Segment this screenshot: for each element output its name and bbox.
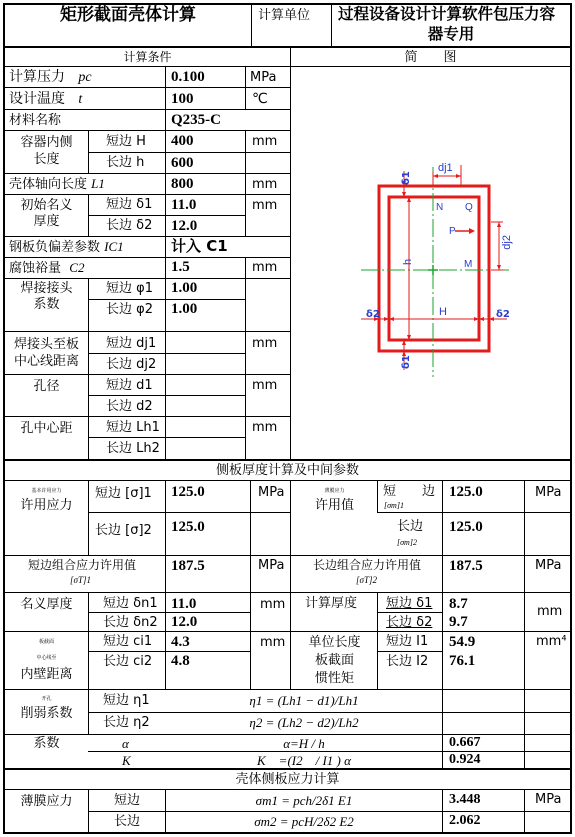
pressure-label: 计算压力 pc xyxy=(9,69,92,85)
film-short-label: 短 边 xyxy=(383,484,436,499)
divider xyxy=(3,416,290,417)
weld-label2: 系数 xyxy=(33,297,60,312)
divider xyxy=(377,480,378,512)
delta1-bottom-label: δ1 xyxy=(401,355,412,369)
divider xyxy=(165,66,166,459)
material-value: Q235-C xyxy=(171,112,221,128)
stress-short-value: 3.448 xyxy=(449,792,481,807)
hole-dia-long-label: 长边 d2 xyxy=(106,399,153,414)
divider xyxy=(245,257,246,459)
material-label: 材料名称 xyxy=(9,113,62,128)
temperature-unit: ℃ xyxy=(252,91,268,107)
divider xyxy=(88,651,250,652)
weaken-long-label: 长边 η2 xyxy=(103,715,150,730)
divider xyxy=(3,194,290,195)
nominal2-long-label: 长边 δn2 xyxy=(103,615,158,630)
hole-pitch-short-label: 短边 Lh1 xyxy=(106,420,160,435)
divider xyxy=(3,257,290,258)
divider xyxy=(88,437,245,438)
film-long-sub: [σm]2 xyxy=(397,538,417,547)
inertia-label1: 单位长度 xyxy=(308,635,361,650)
divider xyxy=(524,555,525,592)
divider xyxy=(251,3,252,47)
nominal2-long-value: 12.0 xyxy=(171,614,198,630)
allow-unit: MPa xyxy=(258,485,285,500)
calc-long-value: 9.7 xyxy=(449,614,468,630)
unit-label: 计算单位 xyxy=(258,8,311,23)
divider xyxy=(88,592,89,734)
k-formula: K =(I2 / I1 ) α xyxy=(257,753,351,768)
delta2-right-label: δ2 xyxy=(496,309,510,320)
divider xyxy=(88,512,290,513)
stress-unit: MPa xyxy=(535,792,562,807)
divider xyxy=(524,689,525,768)
divider xyxy=(245,66,246,109)
comb-long-label: 长边组合应力许用值 xyxy=(313,558,422,572)
divider xyxy=(3,768,572,770)
nominal2-short-value: 11.0 xyxy=(171,596,197,612)
hole-pitch-long-label: 长边 Lh2 xyxy=(106,441,160,456)
film-long-value: 125.0 xyxy=(449,519,483,535)
dj1-label: dj1 xyxy=(438,162,453,174)
stress-long-label: 长边 xyxy=(113,814,140,829)
stress-long-formula: σm2 = pcH/2δ2 E2 xyxy=(254,814,354,829)
neg-dev-value: 计入 C1 xyxy=(171,237,228,255)
inertia-unit: mm⁴ xyxy=(536,634,567,649)
inner-short-label: 短边 H xyxy=(106,134,146,149)
divider xyxy=(3,331,290,332)
h-label: h xyxy=(402,258,414,265)
divider xyxy=(88,480,89,555)
divider xyxy=(88,751,572,752)
allow-long-value: 125.0 xyxy=(171,519,205,535)
hole-dia-unit: mm xyxy=(252,378,278,393)
calc-long-label: 长边 δ2 xyxy=(386,615,433,630)
divider xyxy=(3,87,290,88)
section-stress: 壳体侧板应力计算 xyxy=(235,772,340,787)
divider xyxy=(88,612,250,613)
comb-long-sub: [σT]2 xyxy=(356,575,377,585)
hole-dia-label: 孔径 xyxy=(33,379,60,394)
divider xyxy=(3,374,290,375)
Q-label: Q xyxy=(465,202,473,213)
film-unit: MPa xyxy=(535,485,562,500)
delta1-top-label: δ1 xyxy=(401,171,412,185)
divider xyxy=(3,555,572,556)
divider xyxy=(88,811,572,812)
inner-long-label: 长边 h xyxy=(106,155,145,170)
corrosion-unit: mm xyxy=(252,260,278,275)
weld-dist-label1: 焊接头至板 xyxy=(13,337,79,352)
wall-long-label: 长边 ci2 xyxy=(103,654,153,669)
inertia-short-label: 短边 I1 xyxy=(386,634,429,649)
divider xyxy=(3,459,572,461)
divider xyxy=(245,130,246,236)
weaken-long-formula: η2 = (Lh2 − d2)/Lh2 xyxy=(249,715,359,730)
wall-small-label2: 中心线至 xyxy=(36,655,57,661)
pressure-value: 0.100 xyxy=(171,69,205,85)
allow-short-label: 短边 [σ]1 xyxy=(95,486,152,501)
stress-film-label: 薄膜应力 xyxy=(20,794,73,809)
divider xyxy=(442,789,443,834)
divider xyxy=(524,592,525,689)
divider xyxy=(88,130,89,174)
comb-long-value: 187.5 xyxy=(449,558,483,574)
weld-dist-unit: mm xyxy=(252,336,278,351)
comb-short-unit: MPa xyxy=(258,558,285,573)
weld-label1: 焊接接头 xyxy=(20,281,73,296)
coef-label: 系数 xyxy=(33,736,60,751)
inner-length-label2: 长度 xyxy=(33,152,60,167)
inner-length-unit: mm xyxy=(252,134,278,149)
alpha-formula: α=H / h xyxy=(283,736,325,751)
wall-label: 内壁距离 xyxy=(20,667,73,682)
divider xyxy=(290,480,291,689)
hole-dia-short-label: 短边 d1 xyxy=(106,378,153,393)
corrosion-label: 腐蚀裕量 C2 xyxy=(9,260,85,276)
divider xyxy=(3,236,290,237)
axial-length-label: 壳体轴向长度 L1 xyxy=(9,176,105,192)
P-label: P xyxy=(449,226,456,237)
divider xyxy=(88,395,245,396)
nominal-long-label: 长边 δ2 xyxy=(106,218,153,233)
section-sketch: 简 图 xyxy=(404,50,457,65)
divider xyxy=(250,480,251,689)
section-conditions: 计算条件 xyxy=(123,50,172,64)
weld-long-value: 1.00 xyxy=(171,301,198,317)
divider xyxy=(88,215,245,216)
stress-long-value: 2.062 xyxy=(449,813,481,828)
inner-long-value: 600 xyxy=(171,155,194,171)
N-label: N xyxy=(436,202,444,213)
allow-small-label: 基本许用应力 xyxy=(31,488,62,494)
divider xyxy=(88,194,89,237)
divider xyxy=(3,109,290,110)
temperature-label: 设计温度 t xyxy=(9,91,83,107)
film-long-label: 长边 xyxy=(397,519,424,534)
divider xyxy=(377,612,442,613)
weaken-label: 削弱系数 xyxy=(20,706,73,721)
inertia-long-value: 76.1 xyxy=(449,653,476,669)
weld-short-label: 短边 φ1 xyxy=(106,281,153,296)
weld-dist-short-label: 短边 dj1 xyxy=(106,336,157,351)
alpha-symbol: α xyxy=(122,736,129,751)
inertia-short-value: 54.9 xyxy=(449,634,476,650)
comb-long-unit: MPa xyxy=(535,558,562,573)
allow-label: 许用应力 xyxy=(20,498,73,513)
company-line2: 器专用 xyxy=(427,25,475,43)
divider xyxy=(88,152,290,153)
H-label: H xyxy=(439,306,447,318)
nominal-short-value: 11.0 xyxy=(171,197,197,213)
divider xyxy=(88,278,89,459)
film-short-sub: [σm]1 xyxy=(384,501,404,510)
comb-short-value: 187.5 xyxy=(171,558,205,574)
inertia-label3: 惯性矩 xyxy=(314,671,354,686)
nominal-long-value: 12.0 xyxy=(171,218,198,234)
divider xyxy=(377,512,572,513)
hole-pitch-label: 孔中心距 xyxy=(20,421,73,436)
nominal-thk-label2: 厚度 xyxy=(33,214,60,229)
weld-dist-label2: 中心线距离 xyxy=(13,354,79,369)
divider xyxy=(165,480,166,689)
film-short-value: 125.0 xyxy=(449,484,483,500)
cross-section-sketch xyxy=(291,67,570,459)
divider xyxy=(524,789,525,834)
wall-short-label: 短边 ci1 xyxy=(103,634,153,649)
divider xyxy=(442,480,443,769)
inner-short-value: 400 xyxy=(171,133,194,149)
divider xyxy=(88,712,572,713)
divider xyxy=(3,278,290,279)
calc-short-label: 短边 δ1 xyxy=(386,596,433,611)
inertia-label2: 板截面 xyxy=(314,653,354,668)
divider xyxy=(377,592,378,689)
weld-dist-long-label: 长边 dj2 xyxy=(106,357,157,372)
nominal-thk-unit: mm xyxy=(252,198,278,213)
k-symbol: K xyxy=(122,753,131,768)
comb-short-label: 短边组合应力许用值 xyxy=(28,558,137,572)
weaken-short-formula: η1 = (Lh1 − d1)/Lh1 xyxy=(249,693,359,708)
divider xyxy=(3,130,290,131)
divider xyxy=(88,353,245,354)
wall-unit: mm xyxy=(260,635,286,650)
divider xyxy=(3,734,572,735)
corrosion-value: 1.5 xyxy=(171,259,190,275)
calc-unit: mm xyxy=(537,604,563,619)
section-side-plate: 侧板厚度计算及中间参数 xyxy=(215,463,359,478)
axial-length-value: 800 xyxy=(171,176,194,192)
weaken-short-label: 短边 η1 xyxy=(103,693,150,708)
calc-thk-label: 计算厚度 xyxy=(305,596,358,611)
border-right xyxy=(570,3,572,834)
stress-short-label: 短边 xyxy=(113,793,140,808)
wall-short-value: 4.3 xyxy=(171,634,190,650)
calc-short-value: 8.7 xyxy=(449,596,468,612)
axial-length-unit: mm xyxy=(252,177,278,192)
temperature-value: 100 xyxy=(171,91,194,107)
wall-long-value: 4.8 xyxy=(171,653,190,669)
weaken-small-label: 开孔 xyxy=(41,696,52,702)
hole-pitch-unit: mm xyxy=(252,420,278,435)
inertia-long-label: 长边 I2 xyxy=(386,654,429,669)
comb-short-sub: [σT]1 xyxy=(70,575,91,585)
dj2-label: dj2 xyxy=(501,235,513,250)
alpha-value: 0.667 xyxy=(449,735,481,750)
film-label: 许用值 xyxy=(314,498,354,513)
nominal2-label: 名义厚度 xyxy=(20,597,73,612)
nominal-short-label: 短边 δ1 xyxy=(106,197,153,212)
divider xyxy=(3,173,290,174)
allow-short-value: 125.0 xyxy=(171,484,205,500)
pressure-unit: MPa xyxy=(250,70,277,85)
company-line1: 过程设备设计计算软件包压力容 xyxy=(338,5,556,23)
stress-short-formula: σm1 = pch/2δ1 E1 xyxy=(255,793,353,808)
weld-short-value: 1.00 xyxy=(171,280,198,296)
divider xyxy=(3,46,572,48)
nominal2-short-label: 短边 δn1 xyxy=(103,596,158,611)
M-label: M xyxy=(464,259,473,270)
wall-small-label1: 板截面 xyxy=(38,639,54,645)
film-small-label: 薄膜应力 xyxy=(324,488,345,494)
divider xyxy=(88,299,245,300)
divider xyxy=(524,480,525,555)
page-title: 矩形截面壳体计算 xyxy=(60,5,196,25)
allow-long-label: 长边 [σ]2 xyxy=(95,523,152,538)
nominal-thk-label1: 初始名义 xyxy=(20,198,73,213)
weld-long-label: 长边 φ2 xyxy=(106,302,153,317)
nominal2-unit: mm xyxy=(260,597,286,612)
neg-dev-label: 钢板负偏差参数 IC1 xyxy=(9,239,124,255)
delta2-left-label: δ2 xyxy=(366,309,380,320)
inner-length-label1: 容器内侧 xyxy=(20,135,73,150)
divider xyxy=(377,651,442,652)
k-value: 0.924 xyxy=(449,752,481,767)
